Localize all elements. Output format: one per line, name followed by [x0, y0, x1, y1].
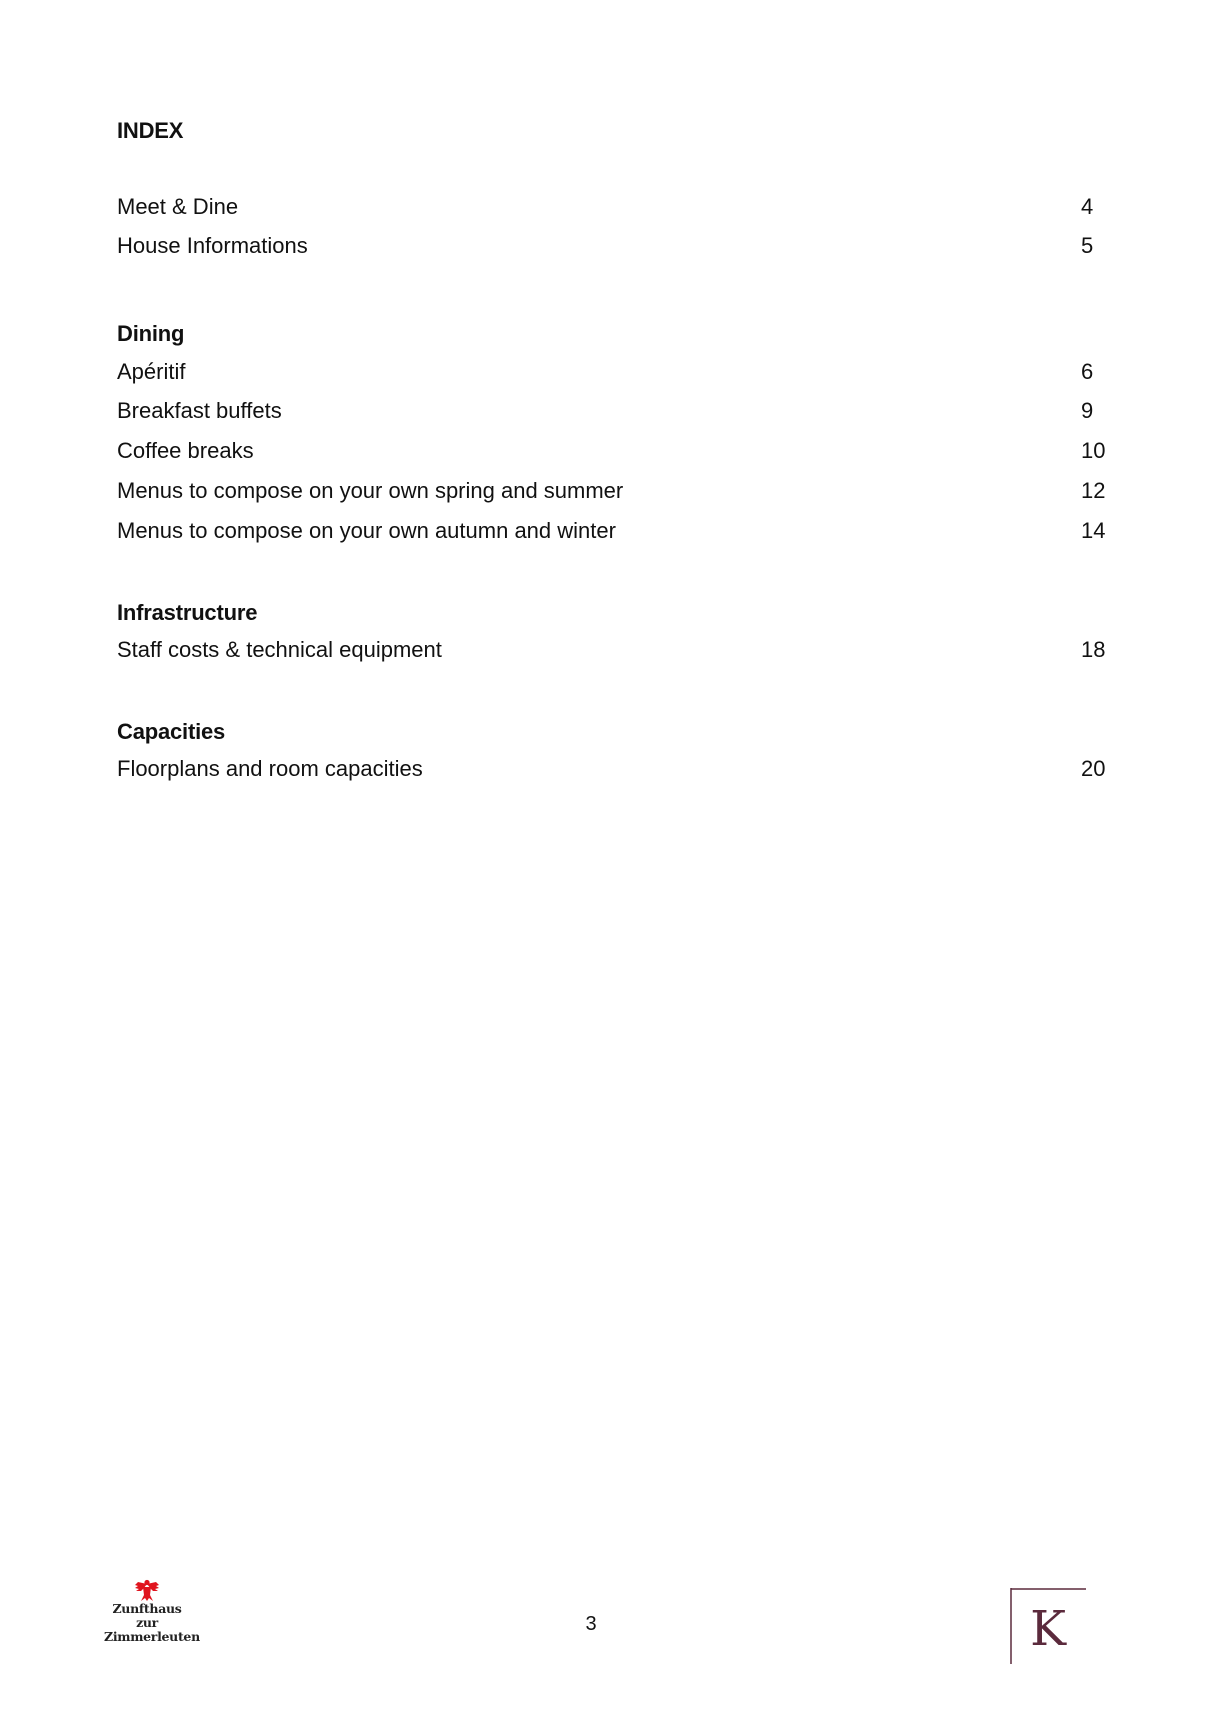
- toc-entry[interactable]: [117, 231, 1105, 261]
- logo-line: Zimmerleuten: [104, 1629, 200, 1644]
- toc-entry-page: 6: [1081, 359, 1094, 384]
- toc-entry-page: 5: [1081, 233, 1094, 258]
- zunfthaus-logo: [104, 1578, 200, 1668]
- toc-entry-label: Breakfast buffets: [117, 398, 282, 423]
- toc-entry-label: Coffee breaks: [117, 438, 254, 463]
- logo-line: Zunfthaus: [112, 1601, 182, 1616]
- toc-entry-label: Staff costs & technical equipment: [117, 637, 442, 662]
- toc-entry[interactable]: [117, 754, 1105, 784]
- toc-entry-label: Menus to compose on your own spring and summer: [117, 478, 624, 503]
- section-heading-capacities: Capacities: [117, 719, 226, 744]
- section-heading-infrastructure: Infrastructure: [117, 600, 258, 625]
- toc-entry[interactable]: [117, 476, 1105, 506]
- toc-entry[interactable]: [117, 396, 1105, 426]
- k-letter: K: [1030, 1601, 1066, 1657]
- toc-entry[interactable]: [117, 357, 1105, 387]
- toc-entry-label: House Informations: [117, 233, 308, 258]
- toc-entry-label: Meet & Dine: [117, 194, 239, 219]
- toc-entry[interactable]: [117, 516, 1105, 546]
- toc-entry-label: Menus to compose on your own autumn and winter: [117, 518, 616, 543]
- toc-entry-page: 9: [1081, 398, 1094, 423]
- toc-entry-page: 10: [1081, 438, 1106, 463]
- toc-entry-page: 12: [1081, 478, 1106, 503]
- section-heading-dining: Dining: [117, 321, 185, 346]
- toc-entry-label: Floorplans and room capacities: [117, 756, 423, 781]
- index-title: INDEX: [117, 118, 184, 143]
- toc-entry[interactable]: [117, 635, 1105, 665]
- eagle-crest-icon: [134, 1578, 160, 1602]
- k-monogram-logo: [1010, 1588, 1086, 1664]
- toc-entry-page: 14: [1081, 518, 1106, 543]
- toc-entry[interactable]: [117, 192, 1105, 222]
- page-number: 3: [585, 1613, 597, 1635]
- toc-entry-page: 18: [1081, 637, 1106, 662]
- toc-entry-label: Apéritif: [117, 359, 186, 384]
- toc-entry[interactable]: [117, 436, 1105, 466]
- toc-entry-page: 20: [1081, 756, 1106, 781]
- k-monogram-icon: [1010, 1588, 1086, 1664]
- logo-line: zur: [136, 1615, 158, 1630]
- toc-entry-page: 4: [1081, 194, 1094, 219]
